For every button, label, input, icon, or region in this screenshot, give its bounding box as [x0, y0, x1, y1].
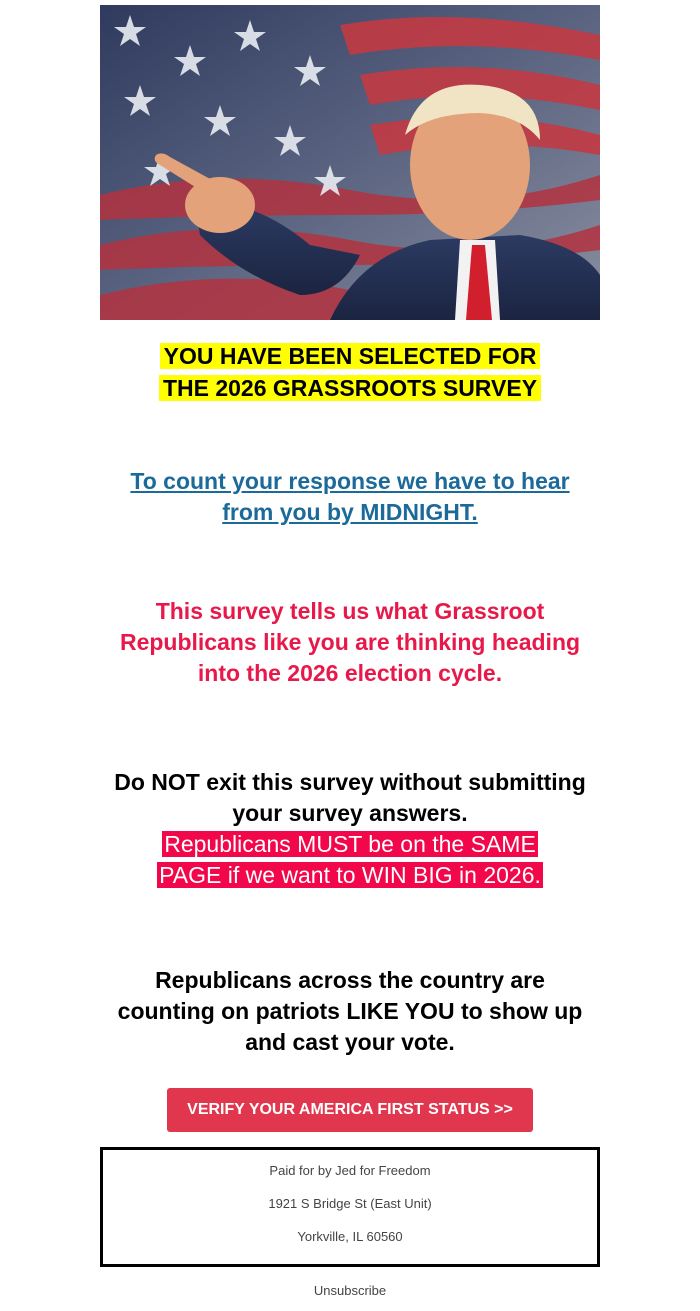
unsubscribe-link[interactable]: Unsubscribe	[313, 1283, 387, 1298]
footer-box	[100, 1147, 600, 1267]
paid-for-text: Paid for by Jed for Freedom	[269, 1163, 431, 1178]
headline-line-2: THE 2026 GRASSROOTS SURVEY	[159, 375, 541, 401]
patriots-text: Republicans across the country are counting on patriots LIKE YOU to show up and cast your vote.	[117, 967, 583, 1055]
warning-emphasis: NOT	[151, 769, 200, 795]
warning-prefix: Do	[114, 769, 152, 795]
headline-line-1: YOU HAVE BEEN SELECTED FOR	[160, 343, 541, 369]
warning-text	[110, 767, 590, 891]
warning-rest: exit this survey without submitting your survey answers.	[199, 769, 586, 826]
email-body	[100, 0, 600, 1298]
address-line-2: Yorkville, IL 60560	[297, 1229, 403, 1244]
deadline-link[interactable]: To count your response we have to hear from you by MIDNIGHT.	[130, 468, 570, 525]
hero-image[interactable]	[100, 5, 600, 320]
verify-status-button[interactable]: VERIFY YOUR AMERICA FIRST STATUS >>	[167, 1088, 533, 1132]
survey-info-text: This survey tells us what Grassroot Republicans like you are thinking heading into the 2026 election cycle.	[119, 598, 581, 686]
warning-highlight-line-2: PAGE if we want to WIN BIG in 2026.	[159, 862, 541, 888]
flag-portrait-icon	[100, 5, 600, 320]
address-line-1: 1921 S Bridge St (East Unit)	[268, 1196, 432, 1211]
warning-highlight-line-1: Republicans MUST be on the SAME	[164, 831, 536, 857]
headline	[100, 340, 600, 404]
